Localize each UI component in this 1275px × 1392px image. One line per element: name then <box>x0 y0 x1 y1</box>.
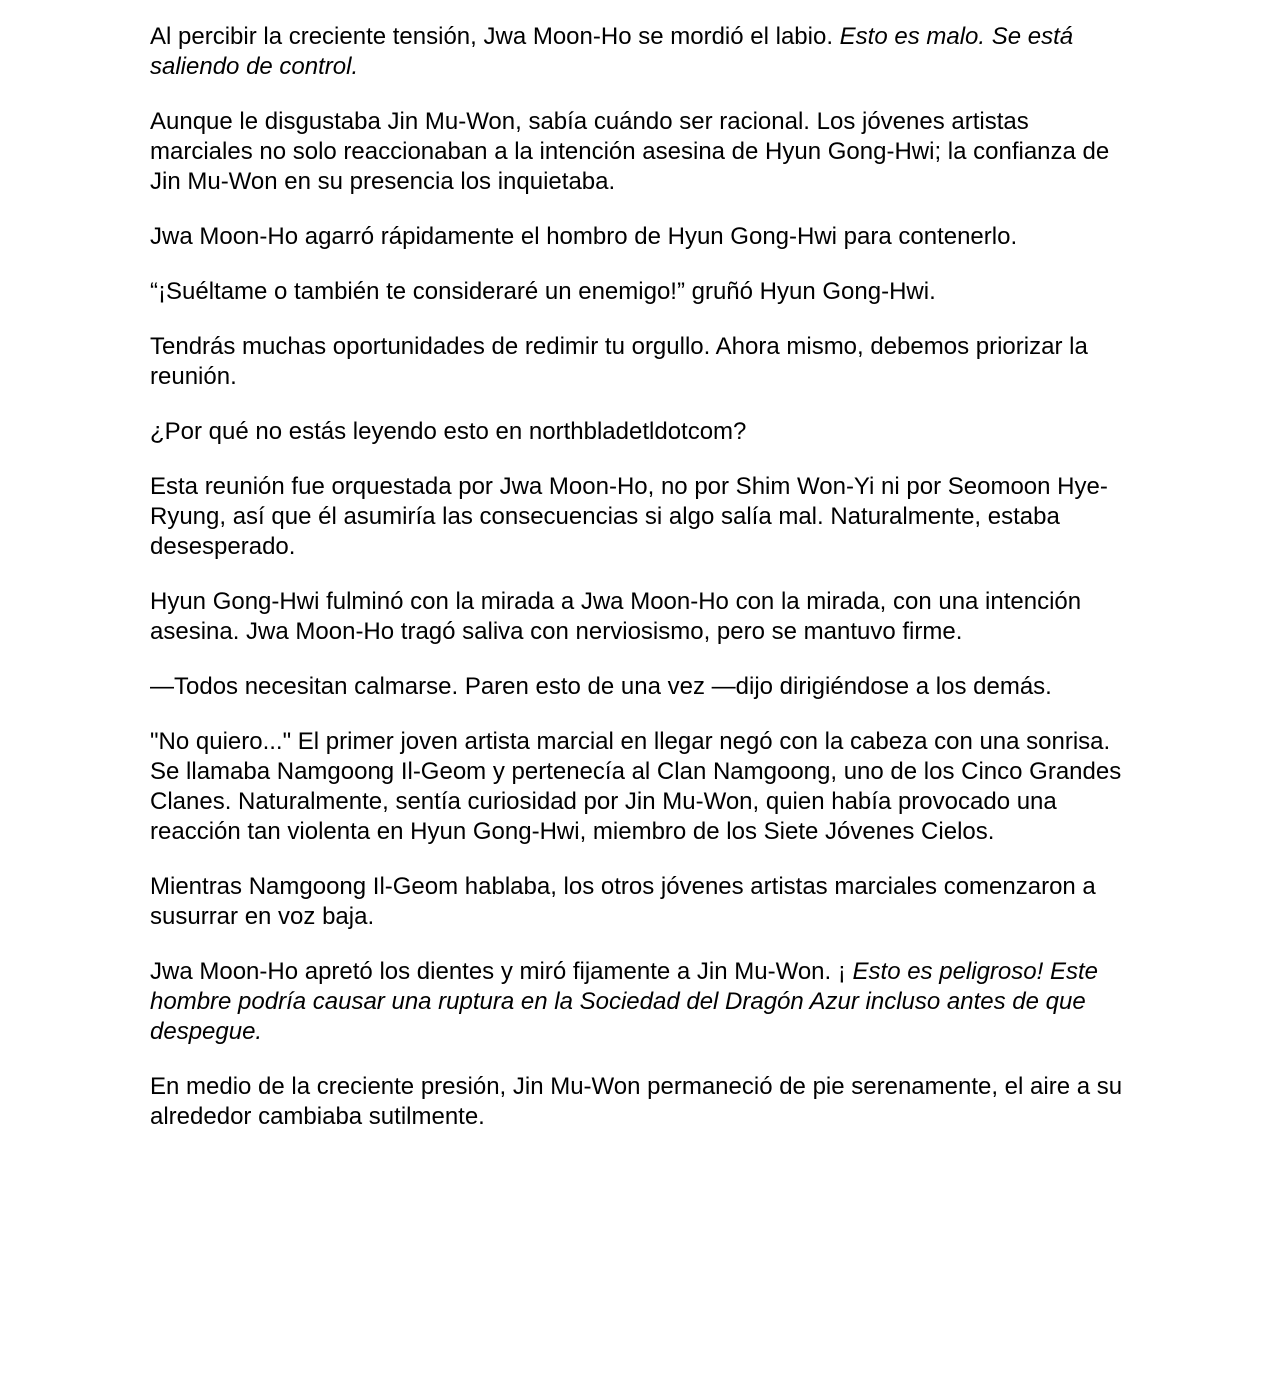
paragraph-text: Esta reunión fue orquestada por Jwa Moon-Ho, no por Shim Won-Yi ni por Seomoon Hye-Ryung, así que él asumiría las consecuencias si algo salía mal. Naturalmente, estaba desesperado. <box>150 473 1108 560</box>
paragraph-text: "No quiero..." El primer joven artista marcial en llegar negó con la cabeza con una sonrisa. Se llamaba Namgoong Il-Geom y pertenecía al Clan Namgoong, uno de los Cinco Grandes Clanes. Naturalmente, sentía curiosidad por Jin Mu-Won, quien había provocado una reacción tan violenta en Hyun Gong-Hwi, miembro de los Siete Jóvenes Cielos. <box>150 728 1122 845</box>
document-body <box>150 22 1130 1157</box>
paragraph <box>150 472 1130 562</box>
paragraph <box>150 872 1130 932</box>
paragraph <box>150 222 1130 252</box>
paragraph <box>150 587 1130 647</box>
paragraph-text: Aunque le disgustaba Jin Mu-Won, sabía cuándo ser racional. Los jóvenes artistas marciales no solo reaccionaban a la intención asesina de Hyun Gong-Hwi; la confianza de Jin Mu-Won en su presencia los inquietaba. <box>150 108 1110 195</box>
paragraph <box>150 957 1130 1047</box>
paragraph-text: En medio de la creciente presión, Jin Mu-Won permaneció de pie serenamente, el aire a su alrededor cambiaba sutilmente. <box>150 1073 1123 1130</box>
paragraph <box>150 672 1130 702</box>
paragraph <box>150 332 1130 392</box>
paragraph <box>150 417 1130 447</box>
paragraph-text: Jwa Moon-Ho apretó los dientes y miró fijamente a Jin Mu-Won. ¡ <box>150 958 853 985</box>
paragraph <box>150 107 1130 197</box>
paragraph-italic-text: Esto es malo. Se está saliendo de control. <box>150 23 1074 80</box>
paragraph <box>150 1072 1130 1132</box>
paragraph-text: “¡Suéltame o también te consideraré un enemigo!” gruñó Hyun Gong-Hwi. <box>150 278 936 305</box>
paragraph-text: ¿Por qué no estás leyendo esto en northbladetldotcom? <box>150 418 747 445</box>
paragraph-text: Mientras Namgoong Il-Geom hablaba, los otros jóvenes artistas marciales comenzaron a susurrar en voz baja. <box>150 873 1096 930</box>
paragraph-text: Tendrás muchas oportunidades de redimir tu orgullo. Ahora mismo, debemos priorizar la reunión. <box>150 333 1088 390</box>
paragraph <box>150 277 1130 307</box>
paragraph <box>150 727 1130 847</box>
paragraph-text: Hyun Gong-Hwi fulminó con la mirada a Jwa Moon-Ho con la mirada, con una intención asesina. Jwa Moon-Ho tragó saliva con nerviosismo, pero se mantuvo firme. <box>150 588 1082 645</box>
paragraph <box>150 22 1130 82</box>
paragraph-text: Al percibir la creciente tensión, Jwa Moon-Ho se mordió el labio. <box>150 23 840 50</box>
paragraph-text: Jwa Moon-Ho agarró rápidamente el hombro de Hyun Gong-Hwi para contenerlo. <box>150 223 1018 250</box>
paragraph-text: —Todos necesitan calmarse. Paren esto de una vez —dijo dirigiéndose a los demás. <box>150 673 1052 700</box>
paragraph-italic-text: Esto es peligroso! Este hombre podría causar una ruptura en la Sociedad del Dragón Azur incluso antes de que despegue. <box>150 958 1098 1045</box>
